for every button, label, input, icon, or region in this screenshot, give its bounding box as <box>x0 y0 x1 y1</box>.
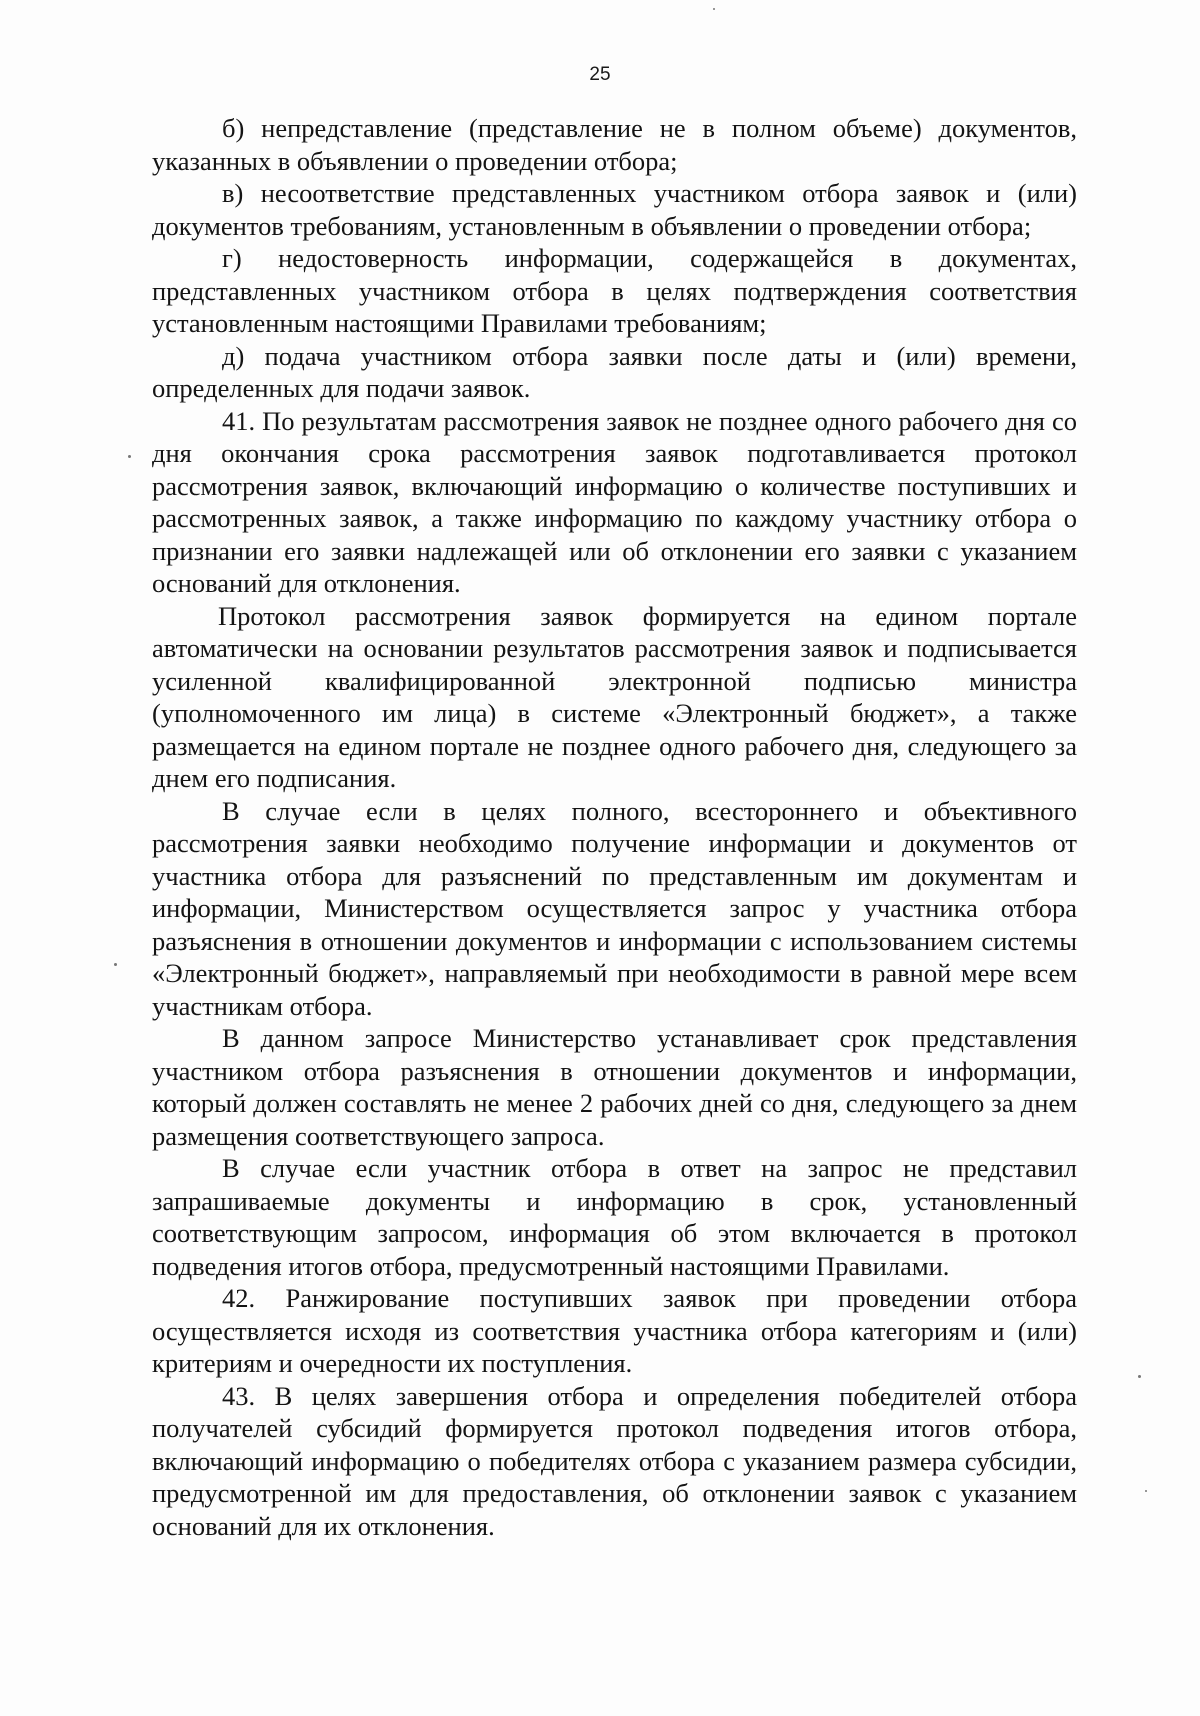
paragraph-b: б) непредставление (представление не в полном объеме) документов, указанных в объявлении о проведении отбора; <box>152 113 1077 176</box>
paragraph-no-response: В случае если участник отбора в ответ на запрос не представил запрашиваемые документы и информацию в срок, установленный соответствующим запросом, информация об этом включается в протокол подведения итогов отбора, предусмотренный настоящими Правилами. <box>152 1153 1077 1281</box>
paragraph-41: 41. По результатам рассмотрения заявок не позднее одного рабочего дня со дня окончания срока рассмотрения заявок подготавливается протокол рассмотрения заявок, включающий информацию о количестве поступивших и рассмотренных заявок, а также информацию по каждому участнику отбора о признании его заявки надлежащей или об отклонении его заявки с указанием оснований для отклонения. <box>152 405 1077 598</box>
paragraph-42: 42. Ранжирование поступивших заявок при проведении отбора осуществляется исходя из соответствия участника отбора категориям и (или) критериям и очередности их поступления. <box>152 1283 1077 1378</box>
paragraph-request-deadline: В данном запросе Министерство устанавливает срок представления участником отбора разъяснения в отношении документов и информации, который должен составлять не менее 2 рабочих дней со дня, следующего за днем размещения соответствующего запроса. <box>152 1023 1077 1151</box>
paragraph-43: 43. В целях завершения отбора и определения победителей отбора получателей субсидий формируется протокол подведения итогов отбора, включающий информацию о победителях отбора с указанием размера субсидии, предусмотренной им для предоставления, об отклонении заявок с указанием оснований для их отклонения. <box>152 1380 1077 1541</box>
paragraph-protocol: Протокол рассмотрения заявок формируется на едином портале автоматически на основании результатов рассмотрения заявок и подписывается усиленной квалифицированной электронной подписью министра (уполномоченного им лица) в системе «Электронный бюджет», а также размещается на едином портале не позднее одного рабочего дня, следующего за днем его подписания. <box>152 600 1077 793</box>
document-body <box>152 112 1077 1542</box>
page-number: 25 <box>589 64 611 85</box>
scan-speck <box>713 8 715 10</box>
paragraph-v: в) несоответствие представленных участником отбора заявок и (или) документов требованиям, установленным в объявлении о проведении отбора; <box>152 178 1077 241</box>
scan-speck <box>128 455 131 458</box>
paragraph-g: г) недостоверность информации, содержащейся в документах, представленных участником отбора в целях подтверждения соответствия установленным настоящими Правилами требованиям; <box>152 243 1077 338</box>
paragraph-d: д) подача участником отбора заявки после даты и (или) времени, определенных для подачи заявок. <box>152 340 1077 403</box>
scan-speck <box>114 963 117 966</box>
scan-speck <box>1145 1490 1147 1492</box>
scan-speck <box>1138 1375 1141 1378</box>
paragraph-clarification-request: В случае если в целях полного, всестороннего и объективного рассмотрения заявки необходимо получение информации и документов от участника отбора для разъяснений по представленным им документам и информации, Министерством осуществляется запрос у участника отбора разъяснения в отношении документов и информации с использованием системы «Электронный бюджет», направляемый при необходимости в равной мере всем участникам отбора. <box>152 795 1077 1021</box>
